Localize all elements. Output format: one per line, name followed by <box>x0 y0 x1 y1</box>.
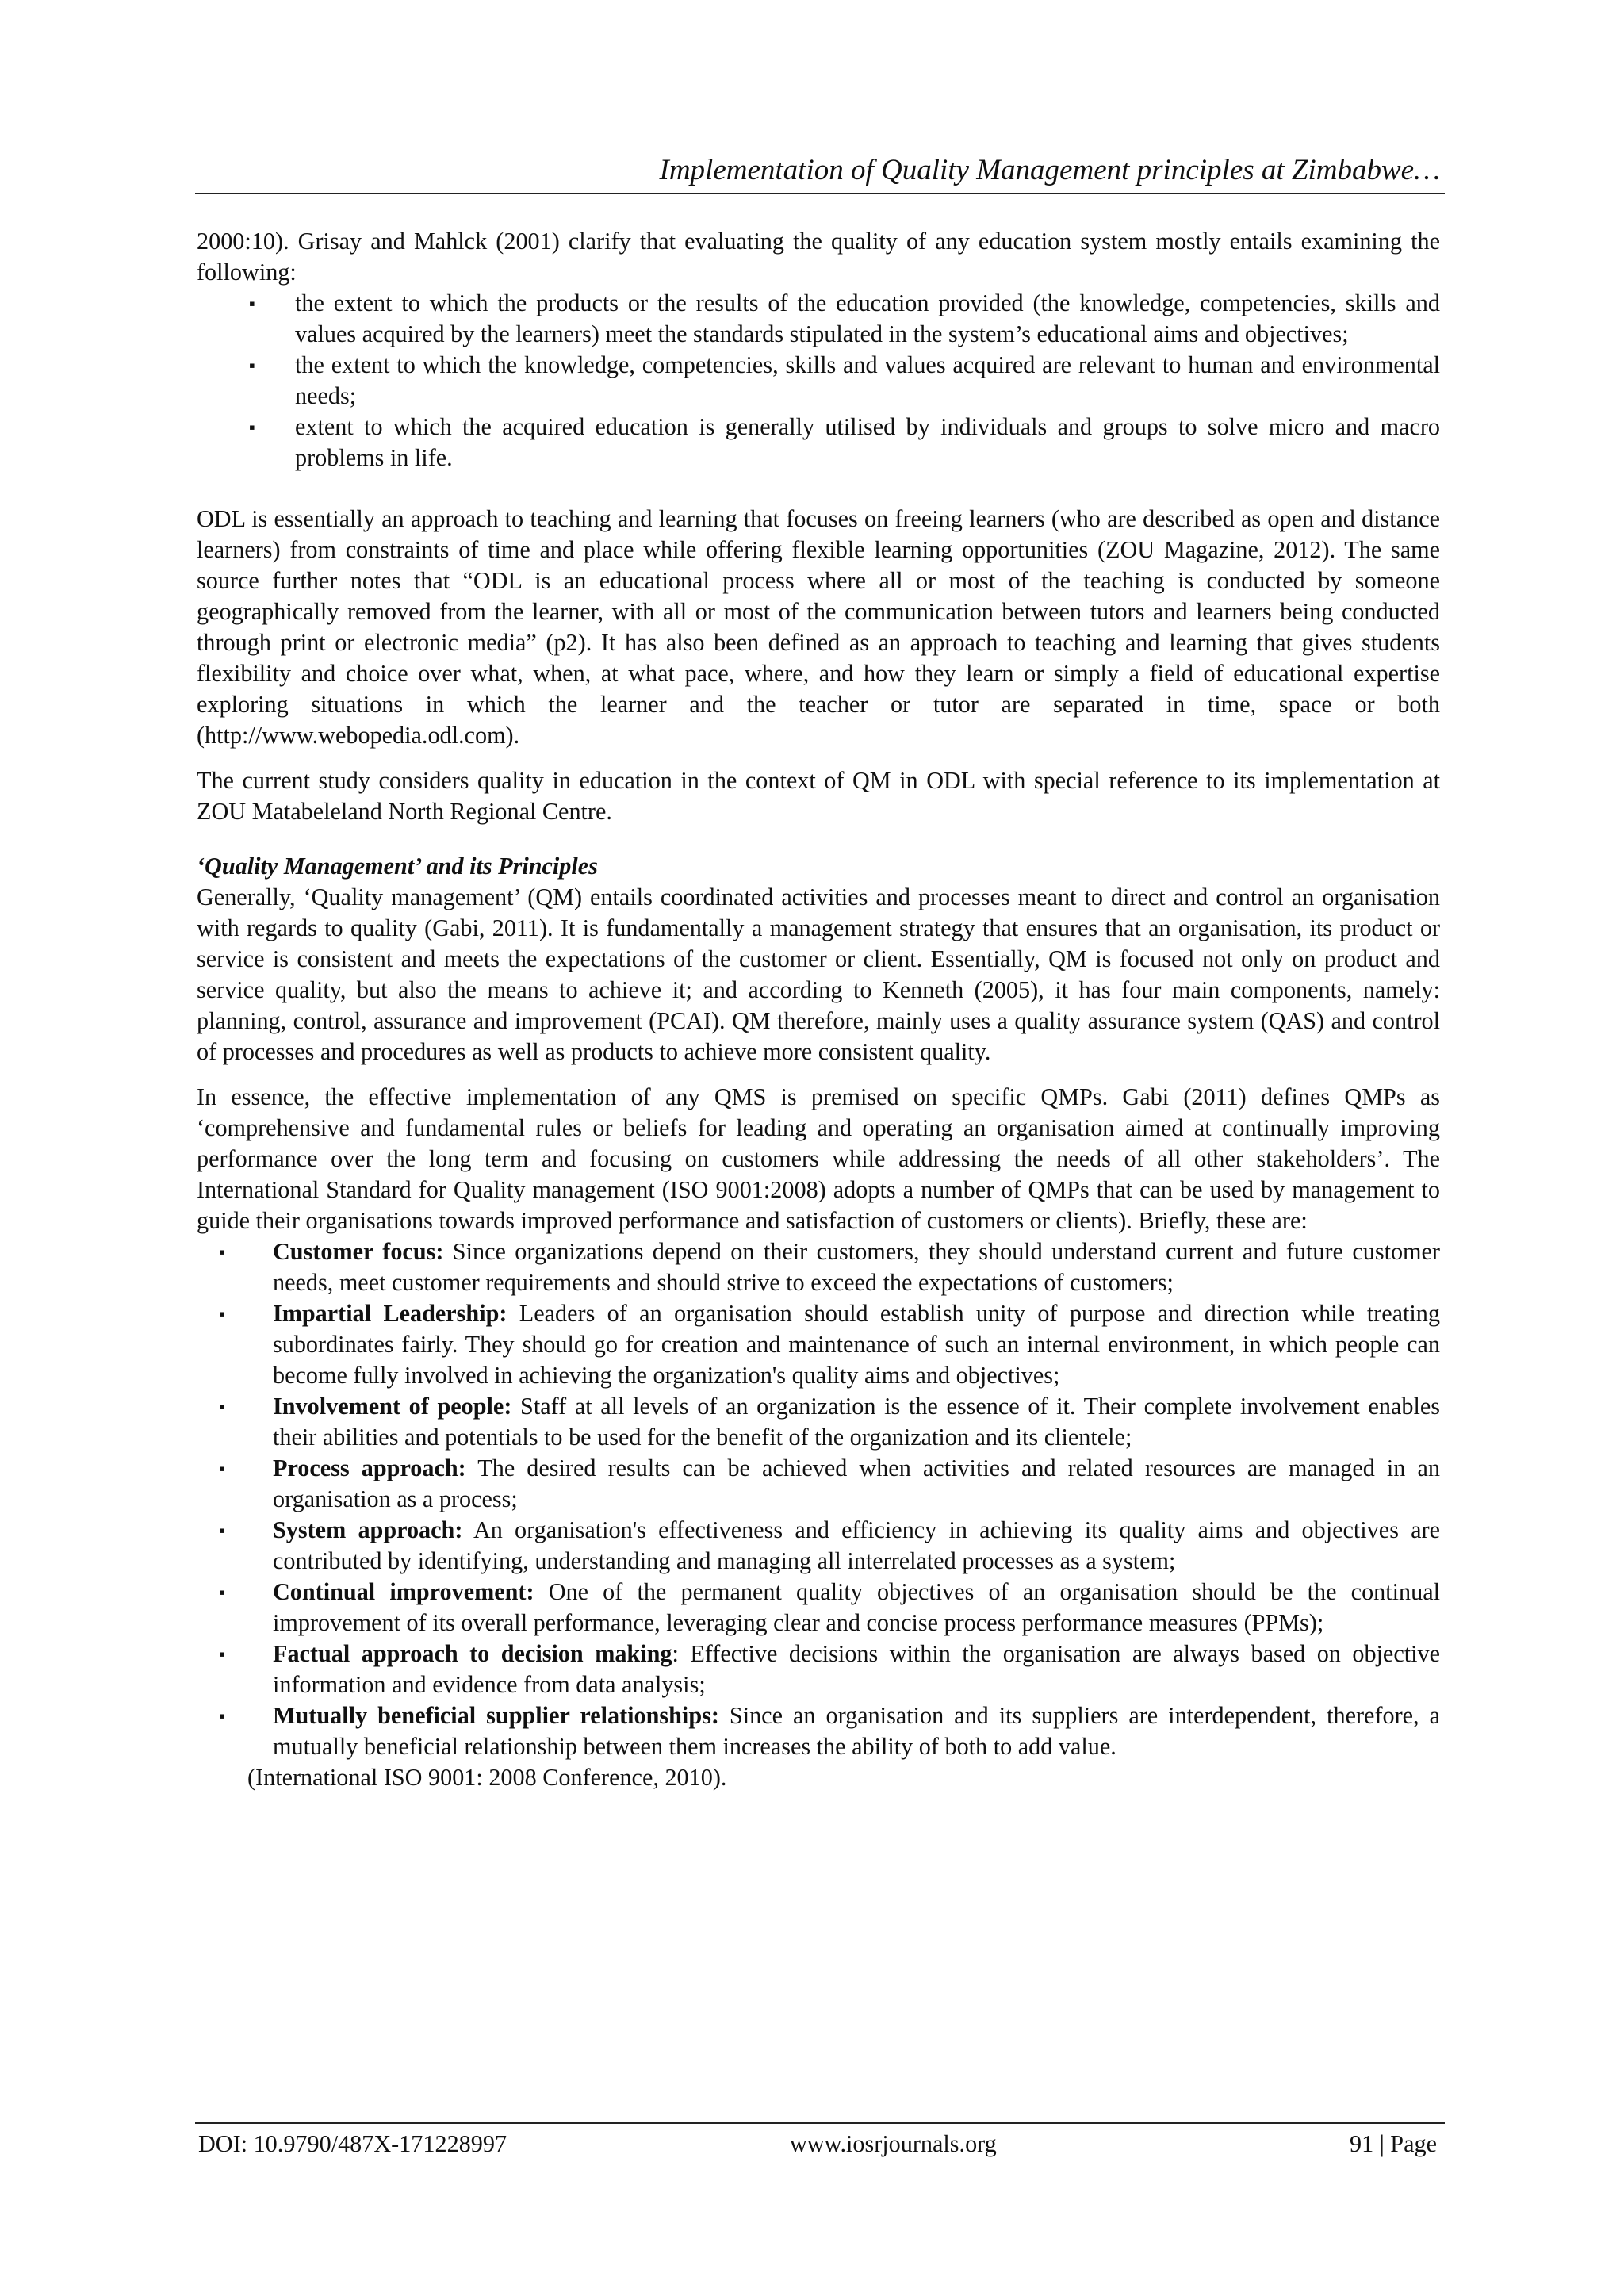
paragraph-odl: ODL is essentially an approach to teaching and learning that focuses on freeing learners (who are described as open and distance learners) from constraints of time and place while offering flexible learning opportunities (ZOU Magazine, 2012). The same source further notes that “ODL is an educational process where all or most of the teaching is conducted by someone geographically removed from the learner, with all or most of the communication between tutors and learners being conducted through print or electronic media” (p2). It has also been defined as an approach to teaching and learning that gives students flexibility and choice over what, when, at what pace, where, and how they learn or simply a field of educational expertise exploring situations in which the learner and the teacher or tutor are separated in time, space or both (http://www.webopedia.odl.com). <box>197 505 1440 749</box>
principles-list <box>197 1236 1440 1762</box>
bullet-icon: ▪ <box>219 1397 225 1416</box>
principle-text: Since organizations depend on their customers, they should understand current and future customer needs, meet customer requirements and should strive to exceed the expectations of customers; <box>273 1238 1440 1296</box>
paragraph-qmps: In essence, the effective implementation of any QMS is premised on specific QMPs. Gabi (2011) defines QMPs as ‘comprehensive and fundamental rules or beliefs for leading and operating an organisation aimed at continually improving performance over the long term and focusing on customers while addressing the needs of all other stakeholders’. The International Standard for Quality management (ISO 9001:2008) adopts a number of QMPs that can be used by management to guide their organisations towards improved performance and satisfaction of customers or clients). Briefly, these are: <box>197 1083 1440 1234</box>
principle-item <box>219 1515 1440 1577</box>
principle-term: Continual improvement: <box>273 1578 534 1605</box>
bullet-icon: ▪ <box>219 1520 225 1540</box>
bullet-icon: ▪ <box>219 1644 225 1664</box>
principle-text: : Effective decisions within the organisation are always based on objective information and evidence from data analysis; <box>273 1640 1440 1698</box>
footer-doi: DOI: 10.9790/487X-171228997 <box>198 2130 508 2157</box>
paragraph-current-study: The current study considers quality in education in the context of QM in ODL with special reference to its implementation at ZOU Matabeleland North Regional Centre. <box>197 767 1440 825</box>
main-content <box>197 226 1440 1793</box>
section-heading: ‘Quality Management’ and its Principles <box>197 853 598 880</box>
footer-website: www.iosrjournals.org <box>790 2130 997 2157</box>
principle-item <box>219 1391 1440 1453</box>
list-item <box>249 288 1440 350</box>
list-item <box>249 412 1440 473</box>
principle-term: Customer focus: <box>273 1238 444 1265</box>
principle-term: System approach: <box>273 1516 463 1543</box>
footer-page-number: 91 | Page <box>1349 2130 1437 2157</box>
principle-text: An organisation's effectiveness and efficiency in achieving its quality aims and objectives are contributed by identifying, understanding and managing all interrelated processes as a system; <box>273 1516 1440 1574</box>
principle-text: Leaders of an organisation should establish unity of purpose and direction while treating subordinates fairly. They should go for creation and maintenance of such an internal environment, in which people can become fully involved in achieving the organization's quality aims and objectives; <box>273 1300 1440 1389</box>
principle-item <box>219 1700 1440 1762</box>
bullet-icon: ▪ <box>249 417 255 437</box>
bullet-icon: ▪ <box>249 355 255 375</box>
principle-item <box>219 1298 1440 1391</box>
principle-term: Mutually beneficial supplier relationships: <box>273 1702 719 1729</box>
principle-item <box>219 1236 1440 1298</box>
bullet-icon: ▪ <box>219 1582 225 1602</box>
principle-text: The desired results can be achieved when activities and related resources are managed in an organisation as a process; <box>273 1455 1440 1512</box>
bullet-icon: ▪ <box>219 1304 225 1324</box>
bullet-icon: ▪ <box>219 1706 225 1726</box>
list-item-text: extent to which the acquired education is generally utilised by individuals and groups to solve micro and macro problems in life. <box>295 413 1440 471</box>
header-rule <box>195 193 1445 194</box>
bullet-icon: ▪ <box>249 293 255 313</box>
principle-item <box>219 1577 1440 1639</box>
principle-item <box>219 1639 1440 1700</box>
principle-term: Involvement of people: <box>273 1393 512 1420</box>
principle-term: Factual approach to decision making <box>273 1640 672 1667</box>
list-item <box>249 350 1440 412</box>
principle-text: One of the permanent quality objectives of an organisation should be the continual improvement of its overall performance, leveraging clear and concise process performance measures (PPMs); <box>273 1578 1440 1636</box>
running-header: Implementation of Quality Management principles at Zimbabwe… <box>659 154 1440 186</box>
list-item-text: the extent to which the knowledge, competencies, skills and values acquired are relevant to human and environmental needs; <box>295 351 1440 409</box>
evaluation-criteria-list <box>197 288 1440 473</box>
principle-text: Since an organisation and its suppliers are interdependent, therefore, a mutually beneficial relationship between them increases the ability of both to add value. <box>273 1702 1440 1760</box>
paragraph-qm-definition: Generally, ‘Quality management’ (QM) entails coordinated activities and processes meant to direct and control an organisation with regards to quality (Gabi, 2011). It is fundamentally a management strategy that ensures that an organisation, its product or service is consistent and meets the expectations of the customer or client. Essentially, QM is focused not only on product and service quality, but also the means to achieve it; and according to Kenneth (2005), it has four main components, namely: planning, control, assurance and improvement (PCAI). QM therefore, mainly uses a quality assurance system (QAS) and control of processes and procedures as well as products to achieve more consistent quality. <box>197 884 1440 1065</box>
list-item-text: the extent to which the products or the results of the education provided (the knowledge, competencies, skills and values acquired by the learners) meet the standards stipulated in the system’s educational aims and objectives; <box>295 289 1440 347</box>
citation: (International ISO 9001: 2008 Conference, 2010). <box>247 1764 727 1791</box>
principle-item <box>219 1453 1440 1515</box>
bullet-icon: ▪ <box>219 1458 225 1478</box>
principle-term: Process approach: <box>273 1455 466 1481</box>
footer-rule <box>195 2122 1445 2124</box>
bullet-icon: ▪ <box>219 1242 225 1262</box>
paragraph-intro: 2000:10). Grisay and Mahlck (2001) clarify that evaluating the quality of any education system mostly entails examining the following: <box>197 228 1440 286</box>
principle-text: Staff at all levels of an organization is the essence of it. Their complete involvement enables their abilities and potentials to be used for the benefit of the organization and its clientele; <box>273 1393 1440 1451</box>
principle-term: Impartial Leadership: <box>273 1300 508 1327</box>
